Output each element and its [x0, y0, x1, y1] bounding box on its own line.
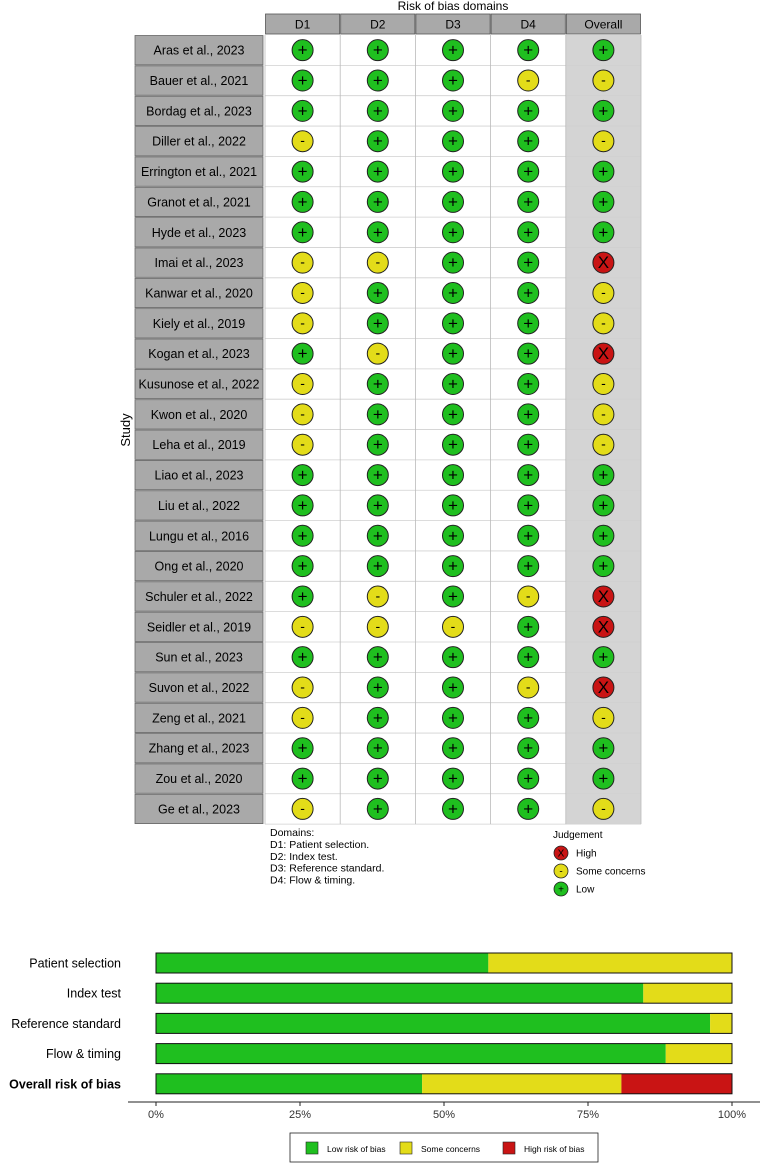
judgement-symbol: + [523, 253, 534, 273]
judgement-symbol: + [523, 404, 534, 424]
study-label: Ge et al., 2023 [157, 802, 241, 817]
summary-category-label: Index test [66, 986, 121, 1001]
judgement-legend-symbol: + [558, 884, 564, 896]
judgement-symbol: - [525, 71, 531, 88]
judgement-symbol: + [523, 526, 534, 546]
judgement-symbol: + [372, 678, 383, 698]
judgement-symbol: X [597, 586, 610, 606]
summary-bar-segment [643, 983, 732, 1003]
judgement-symbol: - [300, 435, 305, 452]
judgement-legend-label: High [576, 848, 597, 860]
judgement-symbol: + [448, 708, 458, 728]
study-axis-label: Study [118, 413, 133, 447]
judgement-symbol: + [448, 678, 458, 698]
study-label: Imai et al., 2023 [154, 256, 244, 271]
judgement-symbol: + [297, 40, 308, 60]
judgement-symbol: + [297, 647, 308, 667]
judgement-symbol: + [448, 799, 458, 819]
judgement-symbol: X [597, 344, 610, 364]
judgement-symbol: + [297, 586, 308, 606]
judgement-symbol: + [523, 465, 534, 485]
judgement-symbol: + [448, 162, 458, 182]
judgement-symbol: + [372, 283, 383, 303]
summary-legend-label: Some concerns [421, 1144, 481, 1154]
judgement-symbol: - [375, 344, 381, 361]
judgement-symbol: - [450, 617, 456, 634]
judgement-symbol: - [601, 375, 606, 392]
judgement-symbol: + [372, 708, 383, 728]
column-header-label: D1 [294, 17, 311, 32]
study-label: Kanwar et al., 2020 [145, 286, 253, 301]
judgement-symbol: + [598, 769, 609, 789]
judgement-symbol: - [601, 435, 606, 452]
study-label: Diller et al., 2022 [152, 134, 246, 149]
judgement-symbol: + [297, 769, 308, 789]
judgement-symbol: + [448, 344, 458, 364]
study-label: Bordag et al., 2023 [146, 104, 252, 119]
summary-bar-segment [710, 1013, 732, 1033]
judgement-symbol: + [372, 222, 383, 242]
study-label: Errington et al., 2021 [140, 165, 258, 180]
judgement-symbol: + [448, 222, 458, 242]
summary-x-tick-label: 50% [432, 1109, 456, 1121]
study-label: Sun et al., 2023 [155, 650, 243, 665]
summary-bar-segment [156, 953, 488, 973]
judgement-symbol: + [448, 283, 458, 303]
judgement-symbol: + [598, 192, 609, 212]
judgement-symbol: - [601, 283, 606, 300]
judgement-symbol: + [372, 313, 383, 333]
study-label: Kiely et al., 2019 [152, 316, 246, 331]
judgement-symbol: + [372, 647, 383, 667]
summary-x-tick-label: 0% [148, 1109, 164, 1121]
judgement-symbol: + [297, 495, 308, 515]
judgement-symbol: - [601, 799, 606, 816]
judgement-symbol: + [598, 556, 609, 576]
summary-bar-segment [156, 1013, 710, 1033]
judgement-symbol: + [598, 465, 609, 485]
judgement-symbol: + [372, 192, 383, 212]
summary-legend-swatch [503, 1142, 515, 1154]
judgement-symbol: + [523, 374, 534, 394]
judgement-symbol: + [448, 253, 458, 273]
judgement-symbol: + [523, 101, 534, 121]
judgement-legend-label: Some concerns [576, 866, 646, 878]
summary-bar-segment [156, 1074, 422, 1094]
judgement-symbol: + [448, 738, 458, 758]
judgement-title: Judgement [553, 830, 603, 841]
judgement-symbol: + [297, 556, 308, 576]
judgement-symbol: - [601, 132, 606, 149]
judgement-symbol: + [598, 647, 609, 667]
judgement-symbol: + [372, 526, 383, 546]
study-label: Kusunose et al., 2022 [138, 377, 260, 392]
summary-category-label: Overall risk of bias [9, 1077, 121, 1092]
traffic-light-grid [135, 14, 641, 824]
judgement-symbol: + [297, 71, 308, 91]
summary-category-label: Patient selection [29, 956, 121, 971]
judgement-symbol: X [597, 253, 610, 273]
judgement-symbol: + [372, 404, 383, 424]
judgement-symbol: + [598, 738, 609, 758]
judgement-legend [553, 830, 645, 896]
domain-definition: D3: Reference standard. [270, 862, 385, 875]
judgement-symbol: + [523, 647, 534, 667]
judgement-symbol: + [523, 738, 534, 758]
judgement-symbol: + [448, 647, 458, 667]
judgement-symbol: - [525, 587, 531, 604]
domain-definition: D2: Index test. [270, 850, 338, 863]
study-label: Seidler et al., 2019 [146, 620, 252, 635]
column-header-label: D2 [370, 17, 386, 32]
judgement-symbol: + [523, 556, 534, 576]
judgement-symbol: + [372, 374, 383, 394]
judgement-legend-label: Low [576, 884, 595, 896]
summary-bar-segment [422, 1074, 621, 1094]
judgement-symbol: + [448, 313, 458, 333]
judgement-symbol: + [372, 465, 383, 485]
judgement-symbol: + [297, 222, 308, 242]
judgement-symbol: + [372, 556, 383, 576]
judgement-symbol: + [523, 222, 534, 242]
summary-bar-chart [9, 953, 760, 1121]
study-label: Liu et al., 2022 [157, 498, 241, 513]
judgement-symbol: + [372, 101, 383, 121]
judgement-symbol: + [448, 495, 458, 515]
judgement-symbol: + [448, 769, 458, 789]
study-label: Liao et al., 2023 [154, 468, 244, 483]
judgement-symbol: + [448, 435, 458, 455]
judgement-legend-symbol: X [557, 848, 565, 860]
judgement-symbol: - [375, 253, 381, 270]
judgement-symbol: + [523, 617, 534, 637]
judgement-symbol: + [297, 738, 308, 758]
domains-title: Domains: [270, 827, 315, 839]
judgement-symbol: + [598, 101, 609, 121]
summary-x-tick-label: 25% [288, 1109, 312, 1121]
judgement-symbol: + [297, 162, 308, 182]
study-label: Lungu et al., 2016 [148, 529, 250, 544]
judgement-symbol: + [523, 192, 534, 212]
summary-legend-label: Low risk of bias [327, 1144, 386, 1154]
judgement-symbol: + [372, 435, 383, 455]
study-label: Suvon et al., 2022 [148, 681, 250, 696]
summary-bar-segment [488, 953, 732, 973]
judgement-symbol: + [523, 283, 534, 303]
traffic-light-title: Risk of bias domains [397, 0, 509, 13]
judgement-symbol: - [300, 283, 305, 300]
judgement-symbol: + [523, 313, 534, 333]
judgement-symbol: - [300, 405, 305, 422]
judgement-symbol: - [300, 253, 305, 270]
column-header-label: D4 [520, 17, 536, 32]
judgement-symbol: - [300, 375, 305, 392]
summary-category-label: Reference standard [11, 1016, 121, 1031]
domain-definition: D1: Patient selection. [270, 839, 370, 851]
judgement-symbol: - [601, 71, 606, 88]
judgement-symbol: + [448, 101, 458, 121]
summary-legend-swatch [306, 1142, 318, 1154]
judgement-symbol: X [597, 678, 610, 698]
summary-legend-swatch [400, 1142, 412, 1154]
study-label: Zeng et al., 2021 [152, 711, 246, 726]
judgement-symbol: + [448, 374, 458, 394]
judgement-symbol: - [601, 314, 606, 331]
judgement-symbol: - [525, 678, 531, 695]
study-label: Hyde et al., 2023 [151, 225, 247, 240]
summary-legend-label: High risk of bias [524, 1144, 585, 1154]
summary-bar-segment [156, 1044, 666, 1064]
judgement-symbol: + [372, 769, 383, 789]
summary-x-tick-label: 100% [717, 1109, 747, 1121]
judgement-symbol: + [523, 708, 534, 728]
judgement-symbol: + [297, 192, 308, 212]
judgement-symbol: + [372, 799, 383, 819]
judgement-symbol: + [598, 222, 609, 242]
study-label: Bauer et al., 2021 [149, 74, 249, 89]
column-header-label: D3 [445, 17, 461, 32]
study-label: Aras et al., 2023 [153, 43, 245, 58]
judgement-symbol: + [598, 40, 609, 60]
summary-category-label: Flow & timing [45, 1047, 121, 1062]
judgement-symbol: - [300, 132, 305, 149]
judgement-symbol: + [448, 526, 458, 546]
judgement-symbol: + [523, 162, 534, 182]
judgement-symbol: + [598, 495, 609, 515]
judgement-symbol: - [300, 678, 305, 695]
summary-bar-segment [156, 983, 643, 1003]
judgement-symbol: + [297, 526, 308, 546]
judgement-symbol: + [372, 71, 383, 91]
judgement-symbol: + [297, 101, 308, 121]
judgement-symbol: + [372, 162, 383, 182]
judgement-symbol: - [300, 314, 305, 331]
judgement-symbol: - [601, 405, 606, 422]
judgement-symbol: X [597, 617, 610, 637]
summary-bar-segment [666, 1044, 732, 1064]
judgement-symbol: + [598, 162, 609, 182]
summary-bar-segment [621, 1074, 732, 1094]
study-label: Leha et al., 2019 [152, 438, 246, 453]
column-header-label: Overall [584, 17, 623, 32]
judgement-symbol: + [297, 465, 308, 485]
judgement-symbol: + [372, 495, 383, 515]
judgement-symbol: + [448, 586, 458, 606]
judgement-symbol: + [372, 738, 383, 758]
judgement-symbol: + [297, 344, 308, 364]
judgement-symbol: + [448, 71, 458, 91]
study-label: Kwon et al., 2020 [150, 407, 248, 422]
judgement-symbol: + [523, 495, 534, 515]
judgement-symbol: + [448, 465, 458, 485]
judgement-symbol: + [523, 769, 534, 789]
judgement-symbol: + [372, 40, 383, 60]
judgement-symbol: + [448, 131, 458, 151]
judgement-symbol: + [448, 40, 458, 60]
study-label: Granot et al., 2021 [147, 195, 251, 210]
judgement-symbol: + [523, 435, 534, 455]
summary-x-tick-label: 75% [576, 1109, 600, 1121]
judgement-symbol: + [523, 344, 534, 364]
judgement-legend-symbol: - [559, 866, 563, 878]
judgement-symbol: + [523, 131, 534, 151]
judgement-symbol: + [523, 799, 534, 819]
summary-legend [290, 1133, 598, 1162]
judgement-symbol: - [300, 799, 305, 816]
judgement-symbol: + [448, 192, 458, 212]
judgement-symbol: + [372, 131, 383, 151]
judgement-symbol: + [523, 40, 534, 60]
study-label: Ong et al., 2020 [154, 559, 244, 574]
domains-legend [270, 827, 384, 886]
study-label: Zhang et al., 2023 [148, 741, 250, 756]
study-label: Schuler et al., 2022 [145, 589, 253, 604]
judgement-symbol: + [448, 556, 458, 576]
judgement-symbol: - [375, 587, 381, 604]
study-label: Zou et al., 2020 [155, 772, 243, 787]
judgement-symbol: + [598, 526, 609, 546]
judgement-symbol: - [375, 617, 381, 634]
judgement-symbol: - [601, 708, 606, 725]
domain-definition: D4: Flow & timing. [270, 874, 356, 887]
judgement-symbol: + [448, 404, 458, 424]
judgement-symbol: - [300, 708, 305, 725]
judgement-symbol: - [300, 617, 305, 634]
study-label: Kogan et al., 2023 [148, 347, 250, 362]
